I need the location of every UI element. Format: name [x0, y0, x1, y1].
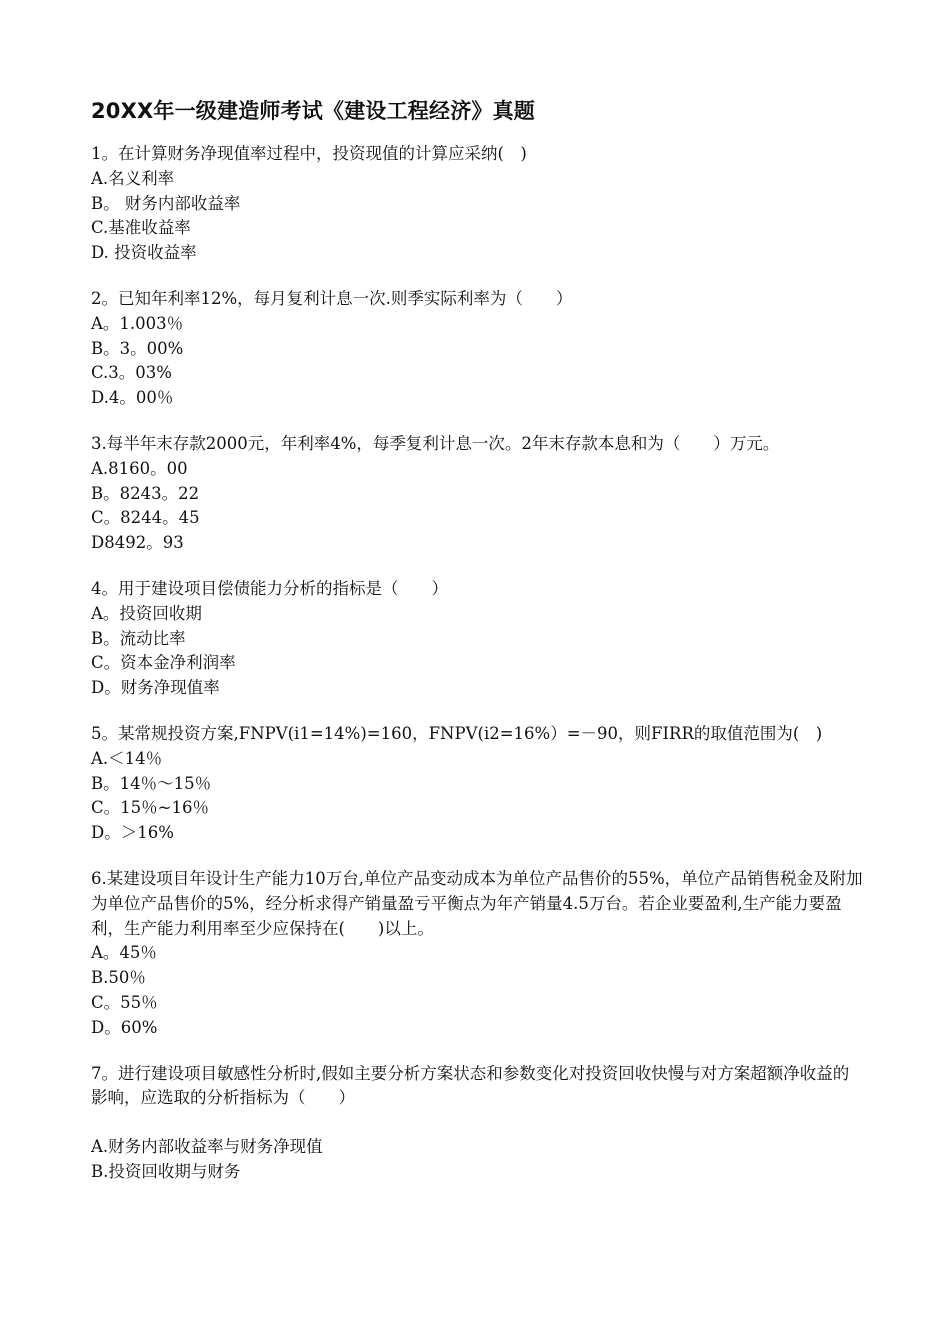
option-b: B.投资回收期与财务: [91, 1161, 241, 1181]
option-d: D8492。93: [91, 533, 184, 553]
question-6: [91, 867, 863, 1041]
option-b: B。8243。22: [91, 483, 200, 503]
option-d: D。60%: [91, 1017, 158, 1037]
question-7: [91, 1062, 863, 1185]
question-stem: 6.某建设项目年设计生产能力10万台,单位产品变动成本为单位产品售价的55%，单位产品销售税金及附加为单位产品售价的5%，经分析求得产销量盈亏平衡点为年产销量4.5万台。若企业要盈利,生产能力要盈利，生产能力利用率至少应保持在( )以上。: [91, 868, 863, 938]
option-a: A.＜14％: [91, 748, 163, 768]
option-a: A.名义利率: [91, 168, 175, 188]
option-b: B。 财务内部收益率: [91, 193, 241, 213]
question-stem: 4。用于建设项目偿债能力分析的指标是（ ）: [91, 578, 448, 598]
document-title: 20XX年一级建造师考试《建设工程经济》真题: [91, 99, 536, 123]
option-a: A。投资回收期: [91, 603, 202, 623]
blank-line: [91, 1111, 863, 1135]
document-page: [91, 96, 863, 1206]
option-b: B。3。00%: [91, 338, 184, 358]
question-stem: 2。已知年利率12%，每月复利计息一次.则季实际利率为（ ）: [91, 288, 573, 308]
question-5: [91, 722, 863, 846]
option-d: D。＞16%: [91, 823, 174, 843]
option-c: C。55％: [91, 992, 158, 1012]
option-c: C.基准收益率: [91, 218, 191, 238]
question-1: [91, 142, 863, 266]
option-c: C。15％~16％: [91, 798, 209, 818]
option-d: D.4。00％: [91, 388, 174, 408]
option-c: C。资本金净利润率: [91, 653, 236, 673]
option-b: B。流动比率: [91, 628, 186, 648]
question-stem: 3.每半年末存款2000元，年利率4%，每季复利计息一次。2年末存款本息和为（ ）万元。: [91, 433, 780, 453]
option-a: A。45％: [91, 943, 157, 963]
option-d: D。财务净现值率: [91, 678, 220, 698]
option-b: B。14％～15％: [91, 773, 212, 793]
option-a: A.财务内部收益率与财务净现值: [91, 1137, 323, 1157]
question-stem: 7。进行建设项目敏感性分析时,假如主要分析方案状态和参数变化对投资回收快慢与对方案超额净收益的影响，应选取的分析指标为（ ）: [91, 1063, 850, 1108]
option-a: A。1.003％: [91, 313, 184, 333]
option-c: C。8244。45: [91, 508, 200, 528]
question-2: [91, 287, 863, 411]
option-c: C.3。03%: [91, 363, 172, 383]
question-stem: 1。在计算财务净现值率过程中，投资现值的计算应采纳( ): [91, 144, 527, 163]
question-stem: 5。某常规投资方案,FNPV(i1=14%)=160，FNPV(i2=16%）=－90，则FIRR的取值范围为( ): [91, 723, 823, 743]
option-d: D. 投资收益率: [91, 243, 197, 263]
option-b: B.50％: [91, 968, 146, 988]
option-a: A.8160。00: [91, 458, 188, 478]
question-3: [91, 432, 863, 556]
question-4: [91, 577, 863, 701]
